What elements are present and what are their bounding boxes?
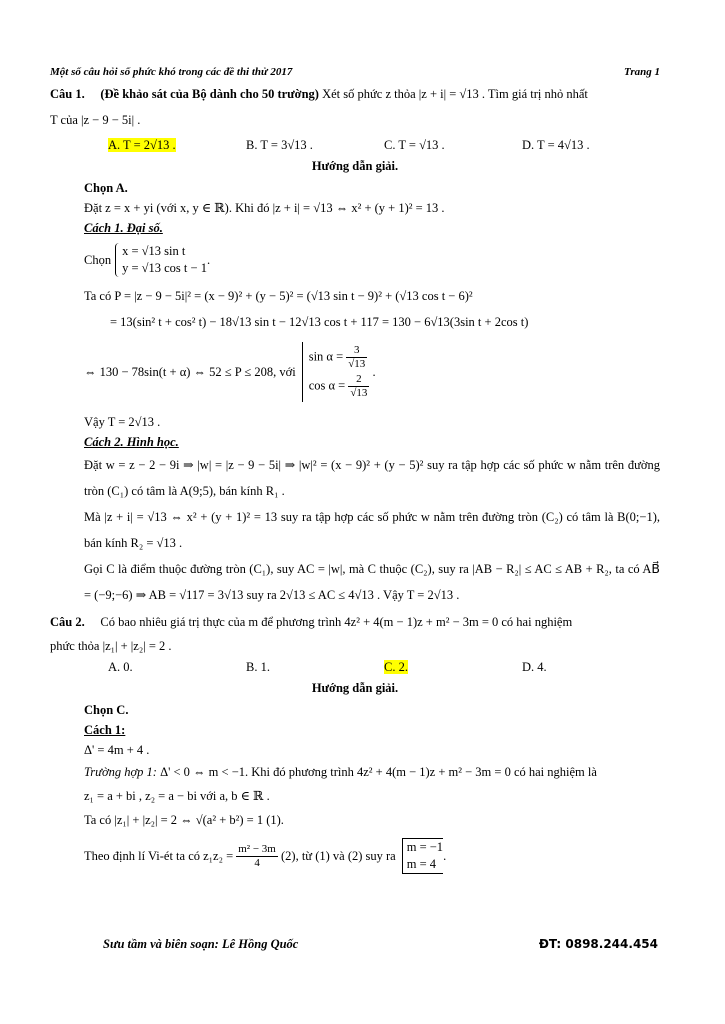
- method-2-paragraph-1: Đặt w = z − 2 − 9i ⇒ |w| = |z − 9 − 5i| ⇒ |w|² = (x − 9)² + (y − 5)² suy ra tập hợp các số phức w nằm trên đường tròn (C₁) có tâm là A(9;5), bán kính R₁ .: [84, 458, 660, 498]
- vieta-conclusion: (2), từ (1) và (2) suy ra: [281, 849, 396, 863]
- page-footer: [103, 937, 658, 952]
- page-header: [50, 66, 660, 84]
- method-1-heading: [50, 218, 660, 238]
- vieta-text: Theo định lí Vi-ét ta có z₁z₂ =: [84, 849, 234, 863]
- option-d: D. 4.: [522, 660, 547, 674]
- frac-num-1: 3: [346, 344, 367, 358]
- question-2-line-1: [50, 612, 660, 632]
- question-1-options: [50, 134, 660, 156]
- delta-line: Δ' = 4m + 4 .: [84, 743, 150, 757]
- fraction-cos: [348, 373, 369, 400]
- method-1-heading-q2: [50, 720, 660, 740]
- method-1-title: Cách 1. Đại số.: [84, 221, 163, 235]
- sin-alpha: [309, 344, 370, 371]
- solution-1-conclusion: Vậy T = 2√13 .: [84, 415, 161, 429]
- vieta-line: [50, 834, 660, 878]
- option-a: A. 0.: [108, 660, 133, 674]
- solution-heading-1: Hướng dẫn giải.: [311, 159, 399, 173]
- header-page-number: Trang 1: [624, 66, 660, 78]
- option-b: B. T = 3√13 .: [246, 138, 313, 152]
- method-2-title: Cách 2. Hình học.: [84, 435, 179, 449]
- answer-choice-2: Chọn C.: [84, 703, 129, 717]
- case-1-text: Δ' < 0 ⇔ m < −1. Khi đó phương trình 4z² + 4(m − 1)z + m² − 3m = 0 có hai nghiệm là: [160, 765, 597, 779]
- solution-1-line-2: Ta có P = |z − 9 − 5i|² = (x − 9)² + (y − 5)² = (√13 sin t − 9)² + (√13 cos t − 6)²: [84, 289, 473, 303]
- alpha-system: [302, 342, 370, 402]
- option-b: B. 1.: [246, 660, 270, 674]
- vieta-fraction: [236, 843, 278, 870]
- solution-heading-2: Hướng dẫn giải.: [311, 681, 399, 695]
- option-c: C. 2.: [384, 660, 408, 674]
- footer-phone: ĐT: 0898.244.454: [538, 937, 658, 951]
- method-1-title-q2: Cách 1:: [84, 723, 126, 737]
- cos-alpha-label: cos α =: [308, 378, 346, 393]
- vieta-end: .: [443, 849, 447, 863]
- question-1-label: Câu 1.: [50, 87, 85, 101]
- substitution-system: [50, 238, 660, 282]
- answer-choice-1: Chọn A.: [84, 181, 128, 195]
- question-2-line-2: phức thỏa |z₁| + |z₂| = 2 .: [50, 639, 172, 653]
- frac-num-2: 2: [348, 373, 369, 387]
- option-d: D. T = 4√13 .: [522, 138, 590, 152]
- result-m1: m = −1: [406, 840, 444, 854]
- modulus-line: Ta có |z₁| + |z₂| = 2 ⇔ √(a² + b²) = 1 (1).: [84, 813, 284, 827]
- question-1-line-2: T của |z − 9 − 5i| .: [50, 113, 141, 127]
- system-end: .: [206, 253, 211, 267]
- method-2-paragraph-2: Mà |z + i| = √13 ⇔ x² + (y + 1)² = 13 suy ra tập hợp các số phức w nằm trên đường tròn (C₂) có tâm là B(0;−1), bán kính R₂ = √13 .: [84, 510, 660, 550]
- system-eq-x: x = √13 sin t: [122, 244, 186, 258]
- result-m2: m = 4: [406, 857, 437, 871]
- document-page: [50, 66, 660, 878]
- solution-1-line-1: Đặt z = x + yi (với x, y ∈ ℝ). Khi đó |z + i| = √13 ⇔ x² + (y + 1)² = 13 .: [84, 201, 445, 215]
- result-bracket: [402, 838, 443, 874]
- question-2-label: Câu 2.: [50, 615, 85, 629]
- vieta-num: m² − 3m: [238, 842, 276, 855]
- sin-alpha-label: sin α =: [308, 349, 344, 364]
- question-1-text: Xét số phức z thỏa |z + i| = √13 . Tìm giá trị nhỏ nhất: [322, 87, 588, 101]
- case-1-label: Trường hợp 1:: [84, 765, 157, 779]
- case-1-line: [50, 762, 660, 782]
- header-title: Một số câu hỏi số phức khó trong các đề thi thử 2017: [50, 66, 293, 78]
- choose-label: Chọn: [84, 253, 112, 267]
- system-brace: [115, 243, 207, 277]
- question-2-options: [50, 656, 660, 678]
- frac-den-1: √13: [348, 358, 366, 370]
- frac-den-2: √13: [350, 387, 368, 399]
- question-1-line-1: [50, 84, 660, 104]
- question-2-text: Có bao nhiêu giá trị thực của m để phương trình 4z² + 4(m − 1)z + m² − 3m = 0 có hai nghiệm: [100, 615, 573, 629]
- method-2-heading: [50, 432, 660, 452]
- question-1-source: (Đề khảo sát của Bộ dành cho 50 trường): [100, 87, 319, 101]
- option-a: A. T = 2√13 .: [108, 138, 176, 152]
- roots-line: z₁ = a + bi , z₂ = a − bi với a, b ∈ ℝ .: [84, 789, 270, 803]
- option-c: C. T = √13 .: [384, 138, 445, 152]
- footer-author: Sưu tầm và biên soạn: Lê Hồng Quốc: [103, 937, 299, 951]
- solution-1-line-3: = 13(sin² t + cos² t) − 18√13 sin t − 12√13 cos t + 117 = 130 − 6√13(3sin t + 2cos t): [110, 315, 529, 329]
- method-2-paragraph-3: Gọi C là điểm thuộc đường tròn (C₁), suy AC = |w|, mà C thuộc (C₂), suy ra |AB − R₂| ≤ AC ≤ AB + R₂, ta có AB⃗ = (−9;−6) ⇒ AB = √117 = 3√13 suy ra 2√13 ≤ AC ≤ 4√13 . Vậy T = 2√13 .: [84, 562, 660, 602]
- system-eq-y: y = √13 cos t − 1: [122, 261, 207, 275]
- inequality-text: ⇔ 130 − 78sin(t + α) ⇔ 52 ≤ P ≤ 208, với: [84, 365, 296, 379]
- cos-alpha: [309, 373, 370, 400]
- fraction-sin: [346, 344, 367, 371]
- solution-1-line-4: ⇔ 130 − 78sin(t + α) ⇔ 52 ≤ P ≤ 208, với sin α = $\frac{3}{√13}$ cos α = $\frac{2}{√13}$ .: [50, 332, 660, 412]
- vieta-den: 4: [254, 856, 260, 869]
